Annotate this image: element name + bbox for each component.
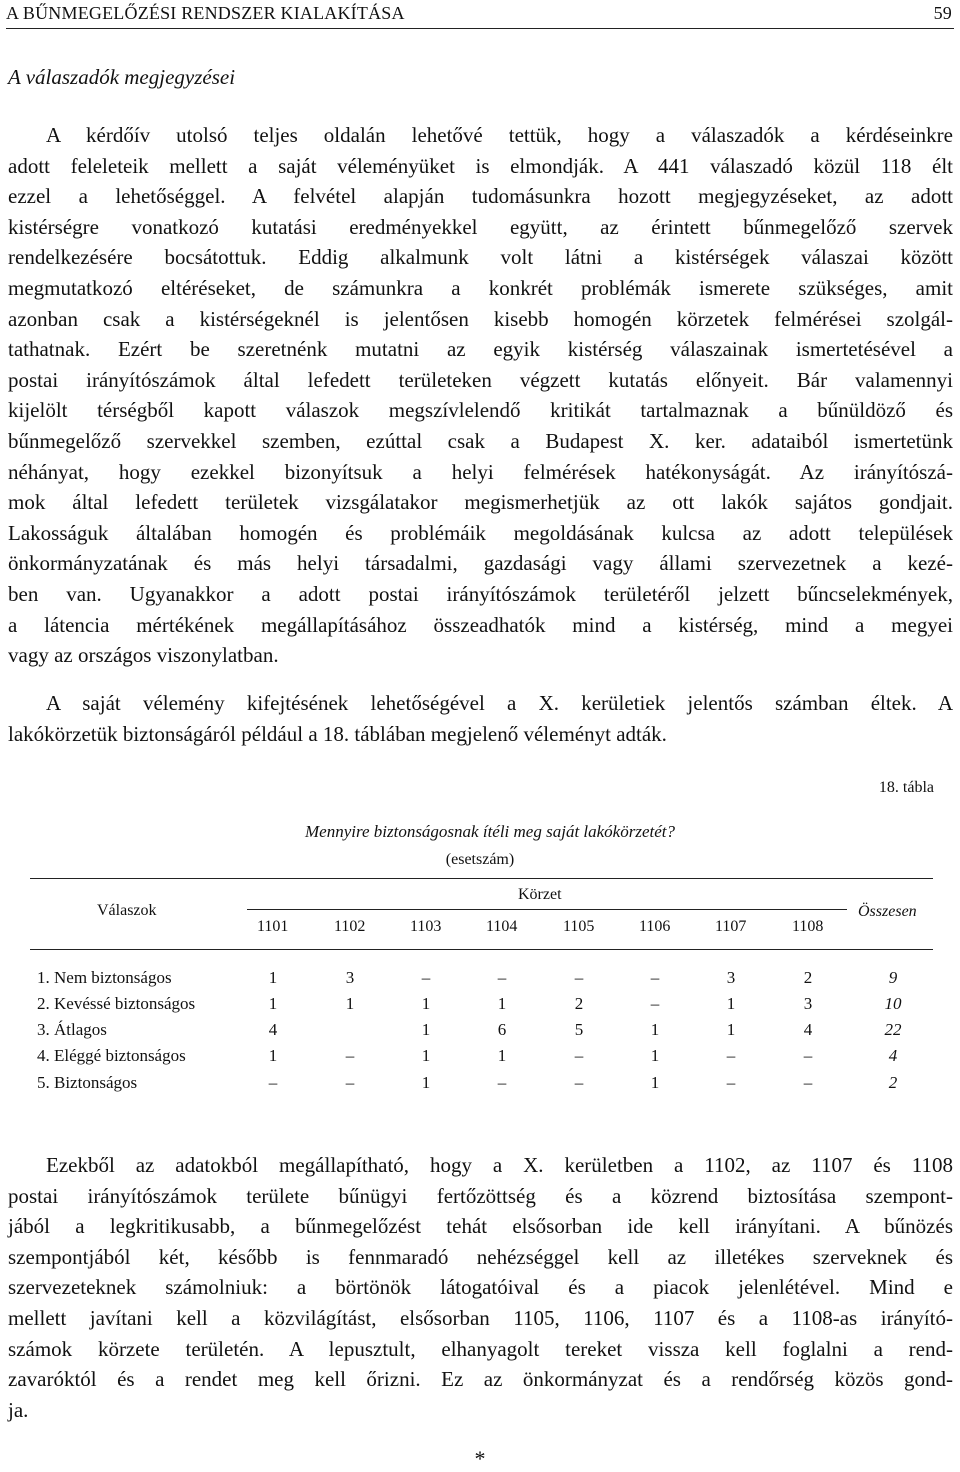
district-header: 1102 — [334, 918, 366, 935]
total-cell: 2 — [888, 1073, 898, 1092]
col-header-answers: Válaszok — [97, 902, 157, 919]
section-title: A válaszadók megjegyzései — [8, 65, 236, 89]
row-label: 4. Eléggé biztonságos — [37, 1046, 186, 1065]
table-cell: – — [345, 1046, 355, 1065]
text-line: A saját vélemény kifejtésének lehetőségével a X. kerületiek jelentős számban éltek. A — [46, 691, 953, 715]
table-cell: 2 — [803, 968, 813, 987]
table-header-rule — [30, 949, 933, 950]
table-cell: 1 — [497, 1046, 507, 1065]
district-header: 1105 — [563, 918, 595, 935]
table-cell: – — [574, 968, 584, 987]
table-cell: 1 — [497, 994, 507, 1013]
total-cell: 4 — [888, 1046, 898, 1065]
table-cell: 1 — [421, 1020, 431, 1039]
text-line: jából a legkritikusabb, a bűnmegelőzést tehát elsősorban ide kell irányítani. A bűnözés — [8, 1214, 953, 1239]
district-header: 1104 — [486, 918, 518, 935]
table-cell: – — [650, 994, 660, 1013]
table-cell: – — [803, 1046, 813, 1065]
table-caption — [0, 822, 960, 842]
table-cell: – — [574, 1073, 584, 1092]
text-line: Lakosságuk általában homogén és problémáik megoldásának kulcsa az adott települések — [8, 520, 953, 545]
district-header: 1106 — [639, 918, 671, 935]
paragraph-conclusion — [8, 1150, 953, 1425]
table-district-rule — [247, 909, 847, 910]
row-label: 3. Átlagos — [37, 1020, 107, 1039]
text-line: Ezekből az adatokból megállapítható, hogy a X. kerületben a 1102, az 1107 és 1108 — [46, 1153, 953, 1177]
text-line: szervezeteknek számolniuk: a börtönök látogatóival és a piacok jelenlétével. Mind e — [8, 1275, 953, 1300]
table-cell: 5 — [574, 1020, 584, 1039]
text-line: ezzel a lehetőséggel. A felvétel alapján tudomásunkra hozott megjegyzéseket, az adott — [8, 184, 953, 209]
text-line: postai irányítószámok területe bűnügyi fertőzöttség és a közrend biztosítása szempont- — [8, 1183, 953, 1208]
table-cell: 1 — [650, 1046, 660, 1065]
district-header: 1103 — [410, 918, 442, 935]
table-subcaption-text: (esetszám) — [445, 851, 515, 868]
text-line: megmutatkozó eltéréseket, de számunkra a konkrét problémák ismerete szükséges, amit — [8, 275, 953, 300]
table-cell: 1 — [650, 1020, 660, 1039]
row-label: 1. Nem biztonságos — [37, 968, 172, 987]
table-cell: – — [803, 1073, 813, 1092]
text-line: ja. — [8, 1397, 29, 1422]
page-header — [6, 0, 954, 29]
table-cell: – — [268, 1073, 278, 1092]
text-line: a látencia mértékének megállapításához összeadhatók mind a kistérség, mind a megyei — [8, 612, 953, 637]
end-mark: * — [474, 1446, 486, 1471]
table-cell: – — [497, 1073, 507, 1092]
district-header: 1107 — [715, 918, 747, 935]
col-header-district: Körzet — [518, 886, 562, 903]
table-cell: 2 — [574, 994, 584, 1013]
district-header: 1108 — [792, 918, 824, 935]
table-cell: 6 — [497, 1020, 507, 1039]
table-cell: – — [345, 1073, 355, 1092]
table-cell: 3 — [803, 994, 813, 1013]
text-line: kijelölt térségből kapott válaszok megszívlelendő kritikát tartalmaznak a bűnüldöző és — [8, 398, 953, 423]
paragraph-table-intro — [8, 688, 953, 749]
table-cell: – — [726, 1046, 736, 1065]
table-cell: 1 — [726, 1020, 736, 1039]
running-title: A BŰNMEGELŐZÉSI RENDSZER KIALAKÍTÁSA — [6, 3, 405, 23]
table-top-rule — [30, 878, 933, 879]
text-line: bűnmegelőző szervekkel szemben, ezúttal csak a Budapest X. ker. adataiból ismertetünk — [8, 428, 953, 453]
table-cell: – — [650, 968, 660, 987]
table-cell: – — [574, 1046, 584, 1065]
total-cell: 10 — [884, 994, 902, 1013]
table-cell: 1 — [345, 994, 355, 1013]
text-line: szempontjából két, később is fennmaradó nehézséggel kell az illetékes szerveknek és — [8, 1244, 953, 1269]
text-line: rendelkezésére bocsátottuk. Eddig alkalmunk volt látni a kistérségek válaszai között — [8, 245, 953, 270]
table-cell: 1 — [268, 968, 278, 987]
text-line: lakókörzetük biztonságáról például a 18. táblában megjelenő véleményt adták. — [8, 721, 667, 746]
table-cell: – — [497, 968, 507, 987]
text-line: ben van. Ugyanakkor a adott postai irányítószámok területéről jelzett bűncselekmények, — [8, 581, 953, 606]
text-line: azonban csak a kistérségeknél is jelentősen kisebb homogén körzetek felmérései szolgál- — [8, 306, 953, 331]
text-line: kistérségre vonatkozó kutatási eredményekkel együtt, az érintett bűnmegelőző szervek — [8, 214, 953, 239]
table-cell: – — [421, 968, 431, 987]
table-cell: 1 — [421, 1046, 431, 1065]
text-line: tathatnak. Ezért be szeretnénk mutatni az egyik kistérség válaszainak ismertetésével a — [8, 337, 953, 362]
text-line: mellett javítani kell a közvilágítást, elsősorban 1105, 1106, 1107 és a 1108-as irányító- — [8, 1305, 953, 1330]
col-header-total: Összesen — [858, 903, 917, 920]
text-line: vagy az országos viszonylatban. — [8, 643, 279, 668]
row-label: 5. Biztonságos — [37, 1073, 138, 1092]
page-number: 59 — [933, 3, 952, 23]
table-cell: 1 — [268, 1046, 278, 1065]
table-cell: 1 — [421, 1073, 431, 1092]
text-line: A kérdőív utolsó teljes oldalán lehetővé tettük, hogy a válaszadók a kérdéseinkre — [46, 123, 953, 147]
text-line: zavaróktól és a rendet meg kell őrizni. Ez az önkormányzat és a rendőrség közös gond- — [8, 1367, 953, 1392]
table-subcaption — [0, 851, 960, 869]
district-header: 1101 — [257, 918, 289, 935]
table-cell: 1 — [421, 994, 431, 1013]
table-label: 18. tábla — [878, 779, 934, 796]
table-cell: 3 — [345, 968, 355, 987]
table-cell: 1 — [650, 1073, 660, 1092]
table-cell: – — [726, 1073, 736, 1092]
text-line: mok által lefedett területek vizsgálatakor megismerhetjük az ott lakók sajátos gondjait. — [8, 490, 953, 515]
table-cell: 3 — [726, 968, 736, 987]
text-line: adott feleleteik mellett a saját véleményüket is elmondják. A 441 válaszadó közül 118 élt — [8, 153, 953, 178]
total-cell: 9 — [888, 968, 898, 987]
table-cell: 4 — [803, 1020, 813, 1039]
table-cell: 4 — [268, 1020, 278, 1039]
table-cell: 1 — [268, 994, 278, 1013]
text-line: postai irányítószámok által lefedett területeken végzett kutatás előnyeit. Bár valamennyi — [8, 367, 953, 392]
row-label: 2. Kevéssé biztonságos — [37, 994, 196, 1013]
paragraph-intro — [8, 120, 953, 671]
total-cell: 22 — [884, 1020, 902, 1039]
text-line: önkormányzatának és más helyi társadalmi, gazdasági vagy állami szervezetnek a kezé- — [8, 551, 953, 576]
table-caption-text: Mennyire biztonságosnak ítéli meg saját lakókörzetét? — [305, 822, 675, 841]
table-cell: 1 — [726, 994, 736, 1013]
text-line: néhányat, hogy ezekkel bizonyítsuk a helyi felmérések hatékonyságát. Az irányítószá- — [8, 459, 953, 484]
text-line: számok körzete területén. A lepusztult, elhanyagolt tereket vissza kell foglalni a rend- — [8, 1336, 953, 1361]
